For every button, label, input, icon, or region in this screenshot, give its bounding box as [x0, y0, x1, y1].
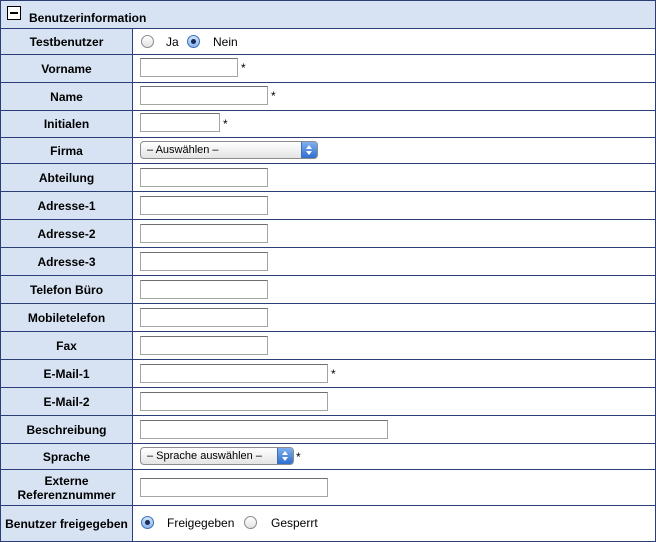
- name-required-mark: *: [271, 89, 276, 103]
- row-firma: [1, 138, 655, 164]
- email1-input[interactable]: [140, 364, 328, 383]
- row-initialen: [1, 111, 655, 138]
- row-sprache: [1, 444, 655, 470]
- section-header: [1, 1, 655, 29]
- fax-input[interactable]: [140, 336, 268, 355]
- row-telefon: [1, 276, 655, 304]
- adresse1-label: Adresse-1: [1, 192, 133, 219]
- section-title: Benutzerinformation: [29, 11, 147, 25]
- name-label: Name: [1, 83, 133, 110]
- row-name: [1, 83, 655, 111]
- telefon-input[interactable]: [140, 280, 268, 299]
- adresse2-input[interactable]: [140, 224, 268, 243]
- adresse1-input[interactable]: [140, 196, 268, 215]
- email2-input[interactable]: [140, 392, 328, 411]
- testbenutzer-label: Testbenutzer: [1, 29, 133, 54]
- sprache-required-mark: *: [296, 450, 301, 464]
- referenz-input[interactable]: [140, 478, 328, 497]
- testbenutzer-ja-radio[interactable]: [141, 35, 154, 48]
- row-adresse1: [1, 192, 655, 220]
- row-mobil: [1, 304, 655, 332]
- mobil-input[interactable]: [140, 308, 268, 327]
- name-input[interactable]: [140, 86, 268, 105]
- email1-required-mark: *: [331, 367, 336, 381]
- vorname-required-mark: *: [241, 61, 246, 75]
- adresse3-label: Adresse-3: [1, 248, 133, 275]
- row-email2: [1, 388, 655, 416]
- abteilung-input[interactable]: [140, 168, 268, 187]
- freigegeben-radio[interactable]: [141, 516, 154, 529]
- fax-label: Fax: [1, 332, 133, 359]
- select-arrows-icon: [277, 448, 293, 464]
- email1-label: E-Mail-1: [1, 360, 133, 387]
- row-vorname: [1, 55, 655, 83]
- beschreibung-input[interactable]: [140, 420, 388, 439]
- gesperrt-option-label: Gesperrt: [271, 516, 318, 530]
- row-adresse3: [1, 248, 655, 276]
- sprache-label: Sprache: [1, 444, 133, 469]
- row-email1: [1, 360, 655, 388]
- email2-label: E-Mail-2: [1, 388, 133, 415]
- freigegeben-option-label: Freigegeben: [167, 516, 235, 530]
- row-adresse2: [1, 220, 655, 248]
- testbenutzer-nein-radio[interactable]: [187, 35, 200, 48]
- row-freigegeben: [1, 506, 655, 541]
- vorname-label: Vorname: [1, 55, 133, 82]
- vorname-input[interactable]: [140, 58, 238, 77]
- testbenutzer-nein-label: Nein: [213, 35, 238, 49]
- sprache-select[interactable]: [140, 447, 294, 465]
- initialen-label: Initialen: [1, 111, 133, 137]
- beschreibung-label: Beschreibung: [1, 416, 133, 443]
- testbenutzer-ja-label: Ja: [166, 35, 179, 49]
- mobil-label: Mobiletelefon: [1, 304, 133, 331]
- sprache-select-value: – Sprache auswählen –: [147, 450, 262, 462]
- telefon-label: Telefon Büro: [1, 276, 133, 303]
- gesperrt-radio[interactable]: [244, 516, 257, 529]
- initialen-input[interactable]: [140, 113, 220, 132]
- firma-label: Firma: [1, 138, 133, 163]
- row-testbenutzer: [1, 29, 655, 55]
- firma-select-value: – Auswählen –: [147, 144, 219, 156]
- row-referenz: [1, 470, 655, 506]
- collapse-icon[interactable]: [7, 6, 21, 20]
- firma-select[interactable]: [140, 141, 318, 159]
- row-fax: [1, 332, 655, 360]
- row-abteilung: [1, 164, 655, 192]
- adresse2-label: Adresse-2: [1, 220, 133, 247]
- abteilung-label: Abteilung: [1, 164, 133, 191]
- row-beschreibung: [1, 416, 655, 444]
- select-arrows-icon: [301, 142, 317, 158]
- referenz-label: Externe Referenznummer: [1, 470, 133, 505]
- freigegeben-label: Benutzer freigegeben: [1, 506, 133, 541]
- adresse3-input[interactable]: [140, 252, 268, 271]
- initialen-required-mark: *: [223, 117, 228, 131]
